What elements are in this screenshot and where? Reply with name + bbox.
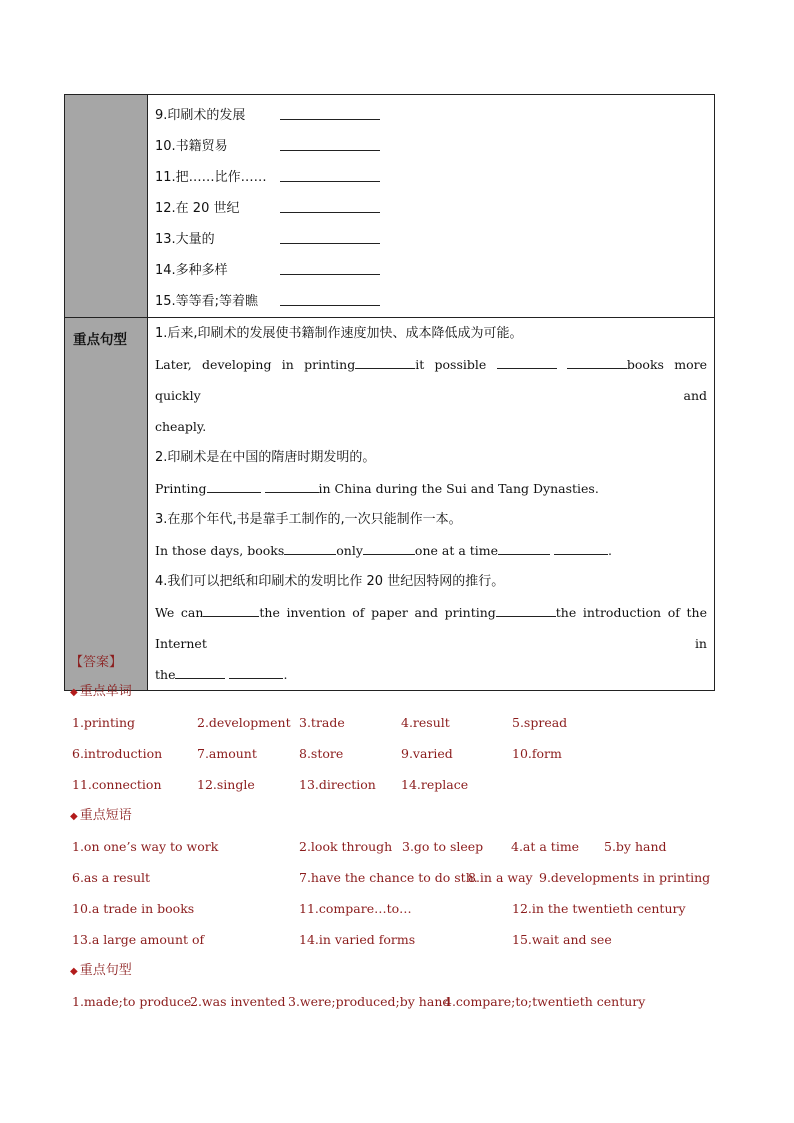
- answer-item: 9.varied: [401, 746, 453, 761]
- answer-blank[interactable]: [280, 294, 380, 306]
- phrase-text: 9.印刷术的发展: [155, 108, 246, 123]
- answer-blank[interactable]: [567, 355, 627, 369]
- sentence-cn: 4.我们可以把纸和印刷术的发明比作 20 世纪因特网的推行。: [155, 574, 505, 589]
- answer-item: 14.replace: [401, 777, 469, 792]
- answer-item: 14.in varied forms: [299, 932, 416, 947]
- answer-item: 11.connection: [72, 777, 162, 792]
- answer-item: 1.made;to produce: [72, 994, 192, 1009]
- phrases-row: [65, 95, 714, 318]
- answers-section: [72, 650, 732, 1017]
- sentences-heading: ◆ 重点句型: [70, 963, 132, 978]
- answer-row: [72, 831, 732, 862]
- answer-row: [72, 893, 732, 924]
- phrase-text: 10.书籍贸易: [155, 139, 228, 154]
- words-heading: ◆ 重点单词: [70, 684, 132, 699]
- answer-item: 2.development: [197, 715, 291, 730]
- sentence-en: cheaply.: [155, 419, 207, 434]
- answer-blank[interactable]: [280, 201, 380, 213]
- phrase-text: 13.大量的: [155, 232, 215, 247]
- answer-item: 2.was invented: [190, 994, 286, 1009]
- sentence-en: In those days, books only one at a time .: [155, 543, 612, 558]
- sentence-cn: 1.后来,印刷术的发展使书籍制作速度加快、成本降低成为可能。: [155, 326, 523, 341]
- phrase-item: [155, 191, 707, 222]
- answer-item: 13.direction: [299, 777, 376, 792]
- answer-item: 2.look through: [299, 839, 393, 854]
- answer-row: [72, 769, 732, 800]
- answer-blank[interactable]: [363, 541, 415, 555]
- phrase-item: [155, 284, 707, 315]
- answer-row: [72, 707, 732, 738]
- answer-item: 8.store: [299, 746, 344, 761]
- answer-item: 4.result: [401, 715, 450, 730]
- answer-item: 7.amount: [197, 746, 257, 761]
- answer-blank[interactable]: [280, 139, 380, 151]
- answer-item: 3.were;produced;by hand: [288, 994, 451, 1009]
- phrase-item: [155, 129, 707, 160]
- answer-blank[interactable]: [203, 603, 259, 617]
- phrase-text: 15.等等看;等着瞧: [155, 294, 259, 309]
- phrases-list: [148, 95, 714, 317]
- answer-item: 1.on one’s way to work: [72, 839, 219, 854]
- answer-item: 5.by hand: [604, 839, 667, 854]
- answer-item: 4.compare;to;twentieth century: [444, 994, 646, 1009]
- answer-item: 6.introduction: [72, 746, 163, 761]
- phrase-text: 11.把……比作……: [155, 170, 267, 185]
- row-label-cell: [65, 318, 148, 690]
- answer-item: 10.form: [512, 746, 562, 761]
- answer-blank[interactable]: [265, 479, 319, 493]
- answer-blank[interactable]: [280, 108, 380, 120]
- sentences-row: [65, 318, 714, 690]
- answer-item: 3.go to sleep: [402, 839, 484, 854]
- answer-blank[interactable]: [554, 541, 608, 555]
- row-label-cell: [65, 95, 148, 317]
- sentence-cn: 2.印刷术是在中国的隋唐时期发明的。: [155, 450, 376, 465]
- answer-item: 7.have the chance to do sth.: [299, 870, 478, 885]
- answer-blank[interactable]: [355, 355, 415, 369]
- sentence-en: the .: [155, 667, 288, 682]
- sentence-en: Later, developing in printing it possible books more quickly and: [155, 357, 707, 403]
- answer-item: 10.a trade in books: [72, 901, 195, 916]
- answer-row: [72, 924, 732, 955]
- answer-item: 15.wait and see: [512, 932, 612, 947]
- sentence-en: We can the invention of paper and printing the introduction of the Internet in: [155, 605, 708, 651]
- answer-blank[interactable]: [498, 541, 550, 555]
- answer-item: 1.printing: [72, 715, 136, 730]
- diamond-bullet-icon: ◆: [70, 966, 78, 977]
- exercise-table: [64, 94, 715, 691]
- phrase-text: 14.多种多样: [155, 263, 228, 278]
- sentences-list: [148, 318, 714, 690]
- answer-item: 12.in the twentieth century: [512, 901, 686, 916]
- answer-item: 8.in a way: [468, 870, 533, 885]
- answer-row: [72, 738, 732, 769]
- answer-item: 12.single: [197, 777, 255, 792]
- answer-blank[interactable]: [496, 603, 556, 617]
- phrase-item: [155, 253, 707, 284]
- phrases-heading: ◆ 重点短语: [70, 808, 132, 823]
- answer-blank[interactable]: [280, 232, 380, 244]
- answer-blank[interactable]: [497, 355, 557, 369]
- phrase-item: [155, 160, 707, 191]
- answer-blank[interactable]: [284, 541, 336, 555]
- answer-blank[interactable]: [207, 479, 261, 493]
- phrase-item: [155, 222, 707, 253]
- phrase-text: 12.在 20 世纪: [155, 201, 240, 216]
- answer-blank[interactable]: [280, 170, 380, 182]
- answer-item: 11.compare…to…: [299, 901, 412, 916]
- answers-title: 【答案】: [70, 655, 123, 670]
- answer-item: 5.spread: [512, 715, 568, 730]
- answer-row: [72, 986, 732, 1017]
- answer-blank[interactable]: [280, 263, 380, 275]
- answer-row: [72, 862, 732, 893]
- answer-item: 3.trade: [299, 715, 345, 730]
- section-label: 重点句型: [73, 332, 127, 348]
- diamond-bullet-icon: ◆: [70, 811, 78, 822]
- answer-item: 9.developments in printing: [539, 870, 711, 885]
- answer-item: 6.as a result: [72, 870, 151, 885]
- diamond-bullet-icon: ◆: [70, 687, 78, 698]
- sentence-en: Printing in China during the Sui and Tang Dynasties.: [155, 481, 599, 496]
- phrase-item: [155, 98, 707, 129]
- answer-item: 13.a large amount of: [72, 932, 205, 947]
- answer-item: 4.at a time: [511, 839, 580, 854]
- sentence-cn: 3.在那个年代,书是靠手工制作的,一次只能制作一本。: [155, 512, 462, 527]
